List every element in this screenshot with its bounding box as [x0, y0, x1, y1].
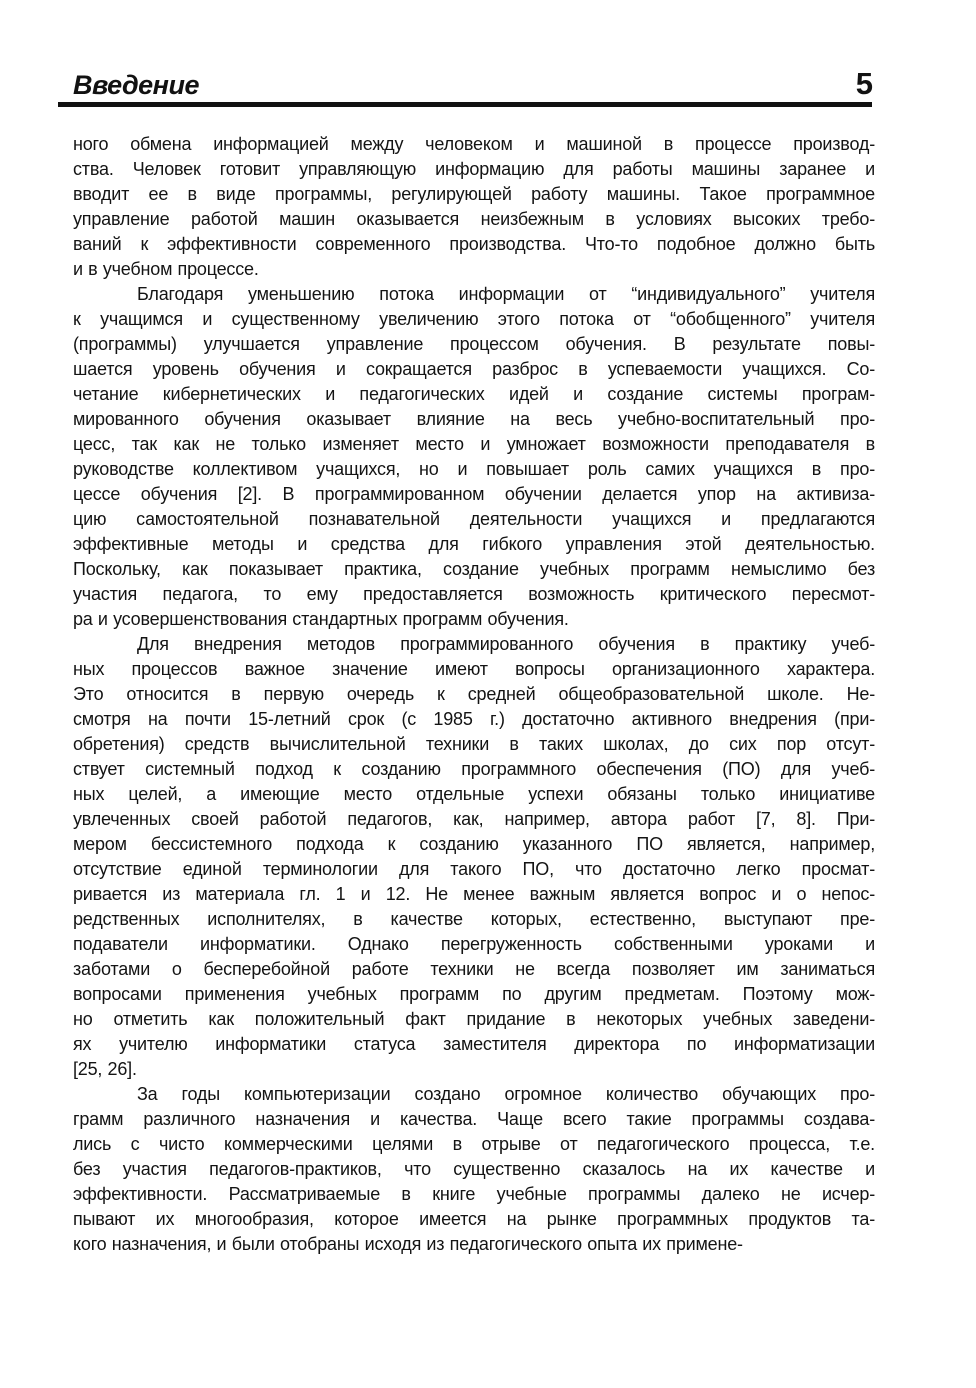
text-line: ства. Человек готовит управляющую информацию для работы машины заранее и — [73, 159, 875, 179]
text-line: ривается из материала гл. 1 и 12. Не менее важным является вопрос и о непос- — [73, 884, 875, 904]
text-line: ствует системный подход к созданию программного обеспечения (ПО) для учеб- — [73, 759, 875, 779]
text-line: к учащимся и существенному увеличению этого потока от “обобщенного” учителя — [73, 309, 875, 329]
text-line: За годы компьютеризации создано огромное количество обучающих про- — [137, 1084, 875, 1104]
text-line: вводит ее в виде программы, регулирующей работу машины. Такое программное — [73, 184, 875, 204]
text-line: вопросами применения учебных программ по другим предметам. Поэтому мож- — [73, 984, 875, 1004]
text-line: управление работой машин оказывается неизбежным в условиях высоких требо- — [73, 209, 875, 229]
text-line: цию самостоятельной познавательной деятельности учащихся и предлагаются — [73, 509, 875, 529]
text-line: Поскольку, как показывает практика, создание учебных программ немыслимо без — [73, 559, 875, 579]
text-line: ного обмена информацией между человеком и машиной в процессе производ- — [73, 134, 875, 154]
text-line: эффективности. Рассматриваемые в книге учебные программы далеко не исчер- — [73, 1184, 875, 1204]
text-line: ных целей, а имеющие место отдельные успехи обязаны только инициативе — [73, 784, 875, 804]
text-line: ваний к эффективности современного производства. Что-то подобное должно быть — [73, 234, 875, 254]
header-rule — [58, 102, 872, 107]
text-line: подаватели информатики. Однако перегруженность собственными уроками и — [73, 934, 875, 954]
text-line: (программы) улучшается управление процессом обучения. В результате повы- — [73, 334, 875, 354]
text-line: четание кибернетических и педагогических идей и создание системы програм- — [73, 384, 875, 404]
text-line: цессе обучения [2]. В программированном обучении делается упор на активиза- — [73, 484, 875, 504]
text-line: кого назначения, и были отобраны исходя из педагогического опыта их примене- — [73, 1234, 743, 1254]
text-line: пывают их многообразия, которое имеется на рынке программных продуктов та- — [73, 1209, 875, 1229]
text-line: лись с чисто коммерческими целями в отрыве от педагогического процесса, т.е. — [73, 1134, 875, 1154]
text-line: эффективные методы и средства для гибкого управления этой деятельностью. — [73, 534, 875, 554]
text-line: мером бессистемного подхода к созданию указанного ПО является, например, — [73, 834, 875, 854]
text-line: ных процессов важное значение имеют вопросы организационного характера. — [73, 659, 875, 679]
text-line: [25, 26]. — [73, 1059, 137, 1079]
text-line: смотря на почти 15-летний срок (с 1985 г.) достаточно активного внедрения (при- — [73, 709, 875, 729]
text-line: мированного обучения оказывает влияние на весь учебно-воспитательный про- — [73, 409, 875, 429]
text-line: но отметить как положительный факт придание в некоторых учебных заведени- — [73, 1009, 875, 1029]
text-line: шается уровень обучения и сокращается разброс в успеваемости учащихся. Со- — [73, 359, 875, 379]
text-line: руководстве коллективом учащихся, но и повышает роль самих учащихся в про- — [73, 459, 875, 479]
text-line: участия педагога, то ему предоставляется возможность критического пересмот- — [73, 584, 875, 604]
text-line: заботами о бесперебойной работе техники не всегда позволяет им заниматься — [73, 959, 875, 979]
text-line: грамм различного назначения и качества. Чаще всего такие программы создава- — [73, 1109, 875, 1129]
text-line: цесс, так как не только изменяет место и умножает возможности преподавателя в — [73, 434, 875, 454]
text-line: отсутствие единой терминологии для такого ПО, что достаточно легко просмат- — [73, 859, 875, 879]
text-line: Благодаря уменьшению потока информации от “индивидуального” учителя — [137, 284, 875, 304]
text-line: Это относится в первую очередь к средней общеобразовательной школе. Не- — [73, 684, 875, 704]
page-header — [73, 68, 873, 99]
text-line: ра и усовершенствования стандартных программ обучения. — [73, 609, 569, 629]
chapter-title: Введение — [73, 70, 200, 100]
text-line: Для внедрения методов программированного обучения в практику учеб- — [137, 634, 875, 654]
text-line: увлеченных своей работой педагогов, как, например, автора работ [7, 8]. При- — [73, 809, 875, 829]
text-line: ях учителю информатики статуса заместителя директора по информатизации — [73, 1034, 875, 1054]
text-line: редственных исполнителях, в качестве которых, естественно, выступают пре- — [73, 909, 875, 929]
text-line: и в учебном процессе. — [73, 259, 259, 279]
text-line: обретения) средств вычислительной техники в таких школах, до сих пор отсут- — [73, 734, 875, 754]
text-line: без участия педагогов-практиков, что существенно сказалось на их качестве и — [73, 1159, 875, 1179]
page-number: 5 — [855, 66, 873, 101]
body-text — [73, 132, 875, 1257]
